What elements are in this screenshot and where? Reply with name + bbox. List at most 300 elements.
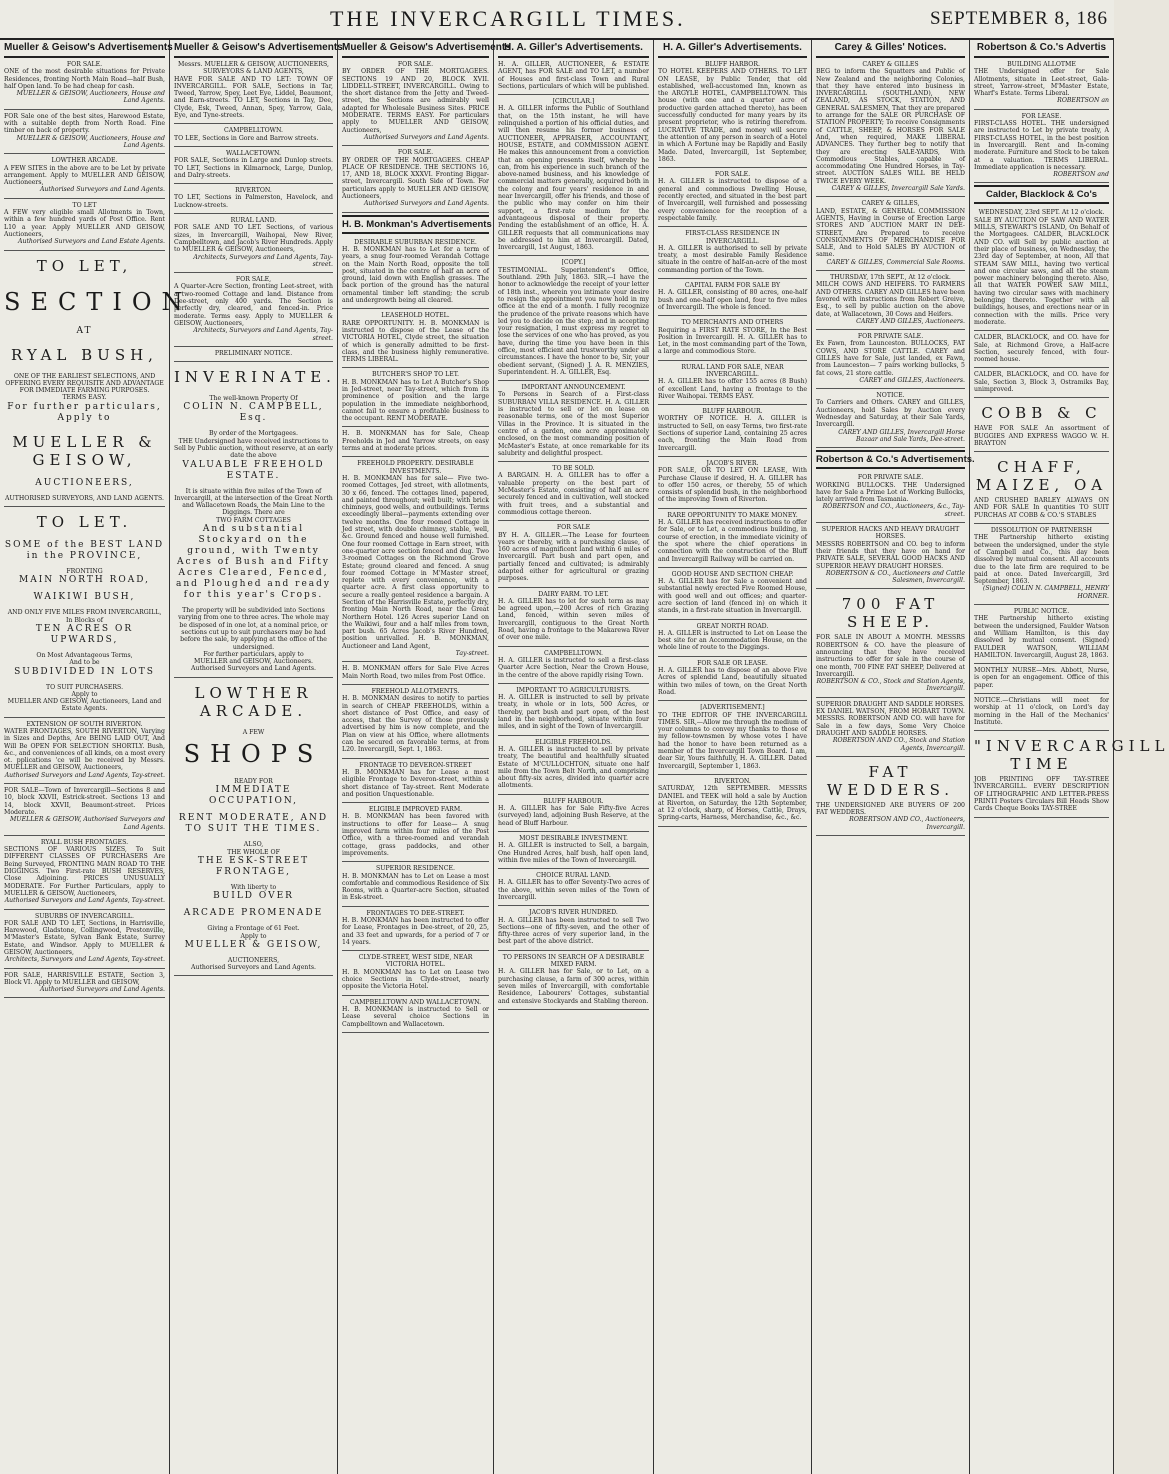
feature-line: SUBDIVIDED IN LOTS [14, 666, 155, 677]
feature-line: READY FOR [234, 778, 273, 786]
feature-line: AT [76, 325, 93, 336]
advertisement [4, 836, 165, 910]
advertisement [658, 457, 807, 509]
ad-body: H. A. GILLER has received instructions to offer for Sale, or to Let, a commodious building, in course of erection, in the immediate vicinity of the spot where the chief operations in connection with the construction of the Bluff and Invercargill Railway will be carried on. [658, 519, 807, 563]
feature-line: In Blocks of [65, 616, 104, 624]
ad-body: MILCH COWS AND HEIFERS. TO FARMERS AND OTHERS. CAREY AND GILLES have been favored with instructions from Robert Greive, Esq., to sell by public auction on the above date, at Wallacetown, 30 Cows and Heifers. [816, 281, 965, 318]
ad-body: THE UNDERSIGNED ARE BUYERS OF 200 FAT WEDDERS. [816, 801, 965, 817]
feature-line: AUTHORISED SURVEYORS, AND LAND AGENTS. [5, 494, 164, 502]
ad-title: TO BE SOLD. [552, 465, 595, 473]
advertisement [4, 110, 165, 154]
ad-body: H. A. GILLER has for Sale, or to Let, on a purchasing clause, a farm of 300 acres, within seven miles of Invercargill, with comfortable Residence, Labourers' Cottages, substantial and extensive Stockyards and Stabling thereon. [498, 968, 649, 1005]
feature-advertisement [174, 678, 333, 977]
advertisement [974, 331, 1109, 368]
advertisement [174, 184, 333, 214]
ad-title: CAREY & GILLES, [861, 200, 920, 208]
ad-body: H. B. MONKMAN has been instructed to offer for Lease, Frontages in Dee-street, of 20, 25, and 33 feet and upwards, for a period of 7 or 14 years. [342, 916, 489, 946]
ad-body: TO THE EDITOR OF THE INVERCARGILL TIMES. SIR,—Allow me through the medium of your columns to convey my thanks to those of my fellow-townsmen by whose votes I have had the honor to have been returned as a member of the Invercargill Town Board. I am, dear Sir, Yours faithfully, H. A. GILLER. Dated Invercargill, September 1, 1863. [658, 711, 807, 770]
ad-title: [CIRCULAR.] [552, 98, 595, 106]
feature-line: AUCTIONEERS, [35, 477, 134, 488]
advertisement [342, 951, 489, 995]
ad-body: EX DANIEL WATSON, FROM HOBART TOWN. MESSRS. ROBERTSON AND CO. will have for Sale in a few days, Some Very Choice DRAUGHT AND SADDLE HORSES. [816, 708, 965, 737]
advertisement [498, 58, 649, 95]
advertisement [498, 684, 649, 736]
ad-signature: Authorised Surveyors and Land Agents. [363, 200, 489, 208]
advertisement [342, 309, 489, 368]
advertisement [974, 694, 1109, 731]
ad-title: [COPY.] [561, 259, 586, 267]
ad-body: FOR SALE IN ABOUT A MONTH. MESSRS ROBERTSON & CO. have the pleasure of announcing that they have received instructions to offer for sale in the course of one month, 700 FINE FAT SHEEP, Delivered at Invercargill. [816, 634, 965, 678]
ad-body: H. A. GILLER is instructed to sell a first-class Quarter Acre Section, Near the Crown House, in the centre of the above rapidly rising Town. [498, 656, 649, 679]
ad-title: JACOB'S RIVER. [706, 459, 759, 467]
ad-body: H. A. GILLER is instructed to dispose of a general and commodious Dwelling House, recently erected, and situated in the best part of Invercargill, well furnished and possessing every convenience for the reception of a respectable family. [658, 178, 807, 222]
feature-line: SHOPS [183, 740, 324, 769]
ad-signature: ROBERTSON and CO., Auctioneers, &c., Tay-street. [822, 503, 965, 518]
advertisement [658, 509, 807, 568]
feature-line: And to be [69, 659, 100, 667]
advertisement [342, 427, 489, 457]
advertisement [342, 803, 489, 862]
feature-advertisement [4, 251, 193, 507]
ad-signature: ROBERTSON & CO., Stock and Station Agents, Invercargill. [816, 678, 965, 693]
ad-signature: Authorised Surveyors and Land Agents, Tay-street. [4, 897, 165, 905]
ad-signature: ROBERTSON an [1057, 97, 1109, 105]
advertisement [498, 256, 649, 381]
ad-title: FOR SALE. [397, 149, 434, 157]
ad-body: BY ORDER OF THE MORTGAGEES. SECTIONS 19 AND 20, BLOCK XVII. LIDDELL-STREET, INVERCARGILL. Owing to the short distance from the Jetty and Tweed-street, the Sections are admirably well adapted for Wholesale Business Sites. PRICE MODERATE. TERMS EASY. For particulars apply to MUELLER AND GEISOW, Auctioneers, [342, 68, 489, 134]
ad-body: Requiring a FIRST RATE STORE, In the Best Position in Invercargill. H. A. GILLER has to Let, in the most commanding part of the Town, a large and commodious Store. [658, 326, 807, 356]
ad-signature: Tay-street. [455, 650, 489, 658]
advertisement [4, 910, 165, 969]
ad-body: H. A. GILLER is instructed to Let on Lease the best site for an Accommodation House, on the whole line of route to the Diggings. [658, 629, 807, 652]
feature-line: FRONTING [66, 568, 103, 576]
ad-title: FOR LEASE. [1021, 112, 1062, 120]
feature-line: THE Undersigned have received instructions to Sell by Public auction, without reserve, at an early date the above [174, 437, 333, 460]
feature-line: THE WHOLE OF [227, 848, 280, 856]
advertisement [498, 381, 649, 462]
column-4 [494, 40, 654, 1474]
ad-title: SUPERIOR RESIDENCE. [376, 865, 455, 873]
ad-body: H. A. GILLER has for Sale a convenient and substantial newly erected Five Roomed House, with good well and out offices; and quarter-acre section of land (fenced in) on which it stands, in a first-rate situation in Invercargill. [658, 578, 807, 615]
advertisement [342, 685, 489, 759]
spacer [4, 278, 165, 284]
advertisement [498, 588, 649, 647]
ad-body: H. A. GILLER has been instructed to sell Two Sections—one of fifty-seven, and the other of fifty-three acres of very superior land, in the best part of the above district. [498, 916, 649, 946]
ad-title: CLYDE-STREET, WEST SIDE, NEAR VICTORIA HOTEL. [358, 954, 473, 969]
feature-line: It is situate within five miles of the Town of Invercargill, at the intersection of the Great North and Wallacetown Roads, the Main Line to the Diggings. There are [174, 487, 333, 517]
ad-body: H. A. GILLER informs the Public of Southland that, on the 15th instant, he will have relinquished a portion of his official duties, and will then resume his former business of AUCTIONEER, APPRAISER, ACCOUNTANT, HOUSE, ESTATE, and COMMISSION AGENT. He makes this announcement from a conviction that an opening presents itself, whereby he can, from his experience in such branch of the above-named business, and his knowledge of commercial matters generally, acquired both in the colony and four years' residence in and near Invercargill, offer his friends, and those of the public who may confer on him their support, a first-rate medium for the advantageous disposal of their property. Pending the establishment of an office, H. A. GILLER requests that all communications may be addressed to him at Invercargill. Dated, Invercargill, 1st August, 1863. [498, 105, 649, 252]
ad-body: SALE BY AUCTION OF SAW AND WATER MILLS, STEWART'S ISLAND, On Behalf of the Mortgagees. CALDER, BLACKLOCK AND CO. will Sell by public auction at their place of business, on Wednesday, the 23rd day of September, at noon, All that STEAM SAW MILL, having two vertical and one circular saws, and all the steam power machinery belonging thereto. Also, all that WATER POWER SAW MILL, having two circular saws with machinery belonging thereto. Together with all buildings, houses, and erections near or in connection with the mills. Price very moderate. [974, 216, 1109, 326]
ad-title: TO MERCHANTS AND OTHERS [681, 319, 784, 327]
ad-title: TO LET [72, 201, 97, 209]
ad-title: GREAT NORTH ROAD. [696, 622, 769, 630]
feature-line: TO SUIT PURCHASERS. [45, 683, 124, 691]
ad-title: BUTCHER'S SHOP TO LET. [372, 371, 459, 379]
feature-line: For further particulars, Apply to [7, 401, 162, 423]
ad-title: FREEHOLD PROPERTY. DESIRABLE INVESTMENTS. [357, 460, 474, 475]
feature-line: The property will be subdivided into Sections varying from one to three acres. The whole may be disposed of in one lot, at a nominal price, or sections cut up to suit purchasers may be had before the sale, by applying at the office of the undersigned. [178, 607, 329, 651]
ad-title: GOOD HOUSE AND SECTION CHEAP. [671, 570, 794, 578]
ad-body: H. B. MONKMAN has to Let on Lease a most comfortable and commodious Residence of Six Rooms, with a Quarter-acre Section, situated in Esk-street. [342, 872, 489, 902]
ad-signature: CAREY & GILLES, Commercial Sale Rooms. [826, 258, 965, 266]
ad-body: WORTHY OF NOTICE. H. A. GILLER is instructed to Sell, on easy Terms, two first-rate Sections of superior Land, containing 25 acres each, fronting the Main Road from Invercargill. [658, 415, 807, 452]
feature-line: Apply to [71, 690, 98, 698]
ad-body: FOR SALE, HARRISVILLE ESTATE, Section 3, Block VI. Apply to MUELLER and GEISOW, [4, 971, 165, 986]
ad-title: FOR PRIVATE SALE. [857, 333, 924, 341]
feature-line: MUELLER & GEISOW, [184, 939, 323, 950]
feature-line: ALSO, [243, 841, 264, 849]
feature-line: IMMEDIATE OCCUPATION, [208, 785, 299, 807]
advertisement [498, 869, 649, 906]
advertisement [174, 273, 333, 347]
ad-body: NOTICE.—Christians will meet for worship at 11 o'clock, on Lord's day morning in the Hall of the Mechanics' Institute. [974, 697, 1109, 726]
column-heading: Mueller & Geisow's Advertisements [174, 40, 333, 58]
advertisement [342, 907, 489, 951]
column-heading: Mueller & Geisow's Advertisements [4, 40, 165, 58]
ad-body: FIRST-CLASS HOTEL. THE undersigned are instructed to Let by private treaty, A FIRST-CLASS HOTEL, in the best position in Invercargill. Rent and In-coming moderate. Furniture and Stock to be taken at a valuation. TERMS LIBERAL. Immediate application is necessary. [974, 120, 1109, 171]
advertisement [174, 214, 333, 273]
feature-line: VALUABLE FREEHOLD ESTATE. [182, 459, 325, 481]
column-area [0, 40, 1169, 1474]
advertisement [342, 457, 489, 662]
feature-line: MAIN NORTH ROAD, [19, 575, 150, 586]
ad-body: FOR SALE, OR TO LET ON LEASE, With Purchase Clause if desired, H. A. GILLER has to offer 150 acres, or thereby, 55 of which consists of splendid bush, in the neighborhood of the improving Town of Riverton. [658, 467, 807, 504]
ad-body: H. B. MONKMAN desires to notify to parties in search of CHEAP FREEHOLDS, within a short distance of Post Office, and easy of access, that the Survey of those previously advertised by him is now complete, and the Plan on view at his Office, where allotments can be secured on favorable terms, at from L20. Invercargill, Sept. 1, 1863. [342, 695, 489, 754]
ad-body: THE Partnership hitherto existing between the undersigned, Faulder Watson and William Hamilton, is this day dissolved by mutual consent. (Signed) FAULDER WATSON, WILLIAM HAMILTON. Invercargill, August 28, 1863. [974, 615, 1109, 659]
feature-line: And substantial Stockyard on the ground, with Twenty Acres of Bush and Fifty Acres Cleared, Fenced, and Ploughed and ready for this year's Crops. [175, 524, 332, 601]
ad-title: DAIRY FARM. TO LET. [538, 590, 609, 598]
advertisement [974, 206, 1109, 331]
ad-signature: CAREY and GILLES, Auctioneers. [859, 376, 965, 384]
ad-signature: Authorised Surveyors and Land Agents, Tay-street. [4, 771, 165, 779]
advertisement [498, 736, 649, 795]
feature-advertisement [4, 507, 165, 718]
feature-line: For further particulars, apply to [203, 650, 304, 658]
feature-line: With liberty to [230, 883, 277, 891]
feature-line: Authorised Surveyors and Land Agents. [190, 964, 317, 972]
ad-body: FOR SALE—Town of Invercargill—Sections 8 and 10, block XXVII, Estrick-street. Sections 13 and 14, block XXVII, Beaumont-street. Prices Moderate. [4, 787, 165, 816]
ad-body: H. B. MONKMAN has to Let for a term of years, a snug four-roomed Verandah Cottage on the Main North Road, opposite the toll post, situated in the centre of half an acre of ground, laid down with English grasses. The back portion of the ground has the natural ornamental timber left standing; the scrub and undergrowth being all cleared. [342, 245, 489, 305]
ad-title: DISSOLUTION OF PARTNERSH [990, 527, 1093, 535]
advertisement [974, 452, 1109, 524]
ad-body: JOB PRINTING OFF TAY-STREE INVERCARGILL. EVERY DESCRIPTION OF LITHOGRAPHIC AND LETTER-PRESS PRINTI Posters Circulars Bill Heads Show Cards Cheque Books TAY-STREE [974, 776, 1109, 813]
advertisement [816, 523, 965, 589]
feature-line: AND ONLY FIVE MILES FROM INVERCARGILL, [7, 609, 162, 617]
ad-body: A FEW SITES in the above are to be Let by private arrangement. Apply to MUELLER AND GEISOW, Auctioneers, [4, 164, 165, 187]
ad-body: MONTHLY NURSE—Mrs. Abbott, Nurse, is open for an engagement. Office of this paper. [974, 667, 1109, 689]
ad-title: RURAL LAND FOR SALE, NEAR INVERCARGILL. [681, 363, 784, 378]
feature-line: On Most Advantageous Terms, [36, 651, 133, 659]
advertisement [658, 775, 807, 827]
feature-line: LOWTHER ARCADE. [194, 683, 313, 720]
column-heading: H. A. Giller's Advertisements. [658, 40, 807, 58]
ad-body: Ex Fawn, from Launceston. BULLOCKS, FAT COWS, AND STORE CATTLE. CAREY and GILLES have for Sale, just landed, ex Fawn, from Launceston— 7 pairs working bullocks, 5 fat cows, 21 store cattle. [816, 340, 965, 377]
advertisement [4, 58, 165, 110]
advertisement [174, 58, 333, 124]
ad-title: WALLACETOWN. [225, 149, 281, 157]
feature-line: BUILD OVER [213, 891, 294, 902]
ad-title: CHOICE RURAL LAND. [536, 872, 611, 880]
advertisement [974, 731, 1169, 817]
section-heading: Calder, Blacklock & Co's [974, 185, 1109, 204]
ad-title: THURSDAY, 17th SEPT., At 12 o'clock. [830, 274, 951, 282]
feature-line: TERMS EASY. [62, 394, 107, 402]
ad-body: H. A. GILLER has to dispose of an above Five Acres of splendid Land, beautifully situated within two miles of town, on the Great North Road. [658, 667, 807, 696]
ad-title: MOST DESIRABLE INVESTMENT. [519, 834, 628, 842]
ad-body: TESTIMONIAL. Superintendent's Office, Southland. 29th July, 1863. SIR,—I have the honor to acknowledge the receipt of your letter of 18th inst., wherein you intimate your desire to resign the appointment you now hold in my office at the end of a month. I fully recognize the prudence of the private reasons which have led you to decide on the step; and in accepting your resignation, I must express my regret to lose the services of one who has proved, as you have, during the time you have been in this office, most efficient and trustworthy under all circumstances. I have the honor to be, Sir, your obedient servant, (Signed) J. A. R. MENZIES, Superintendent. H. A. GILLER, Esq. [498, 266, 649, 376]
feature-line: THE ESK-STREET FRONTAGE, [197, 855, 310, 877]
column-1 [0, 40, 193, 1474]
advertisement [974, 368, 1109, 398]
advertisement [342, 996, 489, 1033]
feature-line: RYAL BUSH, [11, 345, 158, 364]
advertisement [658, 279, 807, 316]
ad-body: THE Partnership hitherto existing between the undersigned, under the style of Campbell and Co., this day been dissolved by mutual consent. All accounts due to the late firm are required to be paid at once. Dated Invercargill, 3rd September, 1863. [974, 534, 1109, 586]
advertisement [658, 227, 807, 279]
ad-title: LOWTHER ARCADE. [51, 157, 118, 165]
feature-line: MUELLER AND GEISOW, Auctioneers, Land and Estate Agents. [7, 698, 162, 713]
ad-signature: Architects, Surveyors and Land Agents, Tay-street. [4, 956, 165, 964]
ad-title: CAPITAL FARM FOR SALE BY [684, 282, 781, 290]
ad-signature: Architects, Surveyors and Land Agents, Tay-street. [193, 327, 333, 342]
advertisement [174, 147, 333, 184]
ad-body: H. A. GILLER has to let for such term as may be agreed upon,—200 Acres of rich Grazing Land, fenced, within seven miles of Invercargill, contiguous to the Great North Road, having a frontage to the Makarewa River of over one mile. [498, 597, 649, 642]
ad-title: FOR SALE OR LEASE. [697, 659, 768, 667]
advertisement [342, 58, 489, 146]
ad-title: CAREY & GILLES [862, 61, 919, 68]
feature-line: Apply to [240, 932, 267, 940]
ad-body: To Carriers and Others. CAREY and GILLES, Auctioneers, hold Sales by Auction every Wednesday and Saturday, at their Sale Yards, Invercargill. [816, 399, 965, 429]
feature-line: ARCADE PROMENADE [183, 908, 324, 919]
ad-signature: Authorised Surveyors and Land Estate Agents. [17, 238, 165, 246]
advertisement [816, 471, 965, 523]
ad-title: BLUFF HARBOR. [705, 61, 760, 68]
ad-title: [ADVERTISEMENT.] [700, 704, 765, 712]
ad-body: FOR SALE AND TO LET, Sections, in Harrisville, Harewood, Gladstone, Collingwood, Prestonville, M'Master's Estate, Sylvan Bank Estate, Surrey Estate, and Windsor. Apply to MUELLER & GEISOW, Auctioneers, [4, 919, 165, 956]
advertisement [174, 124, 333, 147]
feature-line: TEN ACRES OR UPWARDS, [35, 623, 134, 645]
column-3 [338, 40, 511, 1474]
advertisement [816, 589, 965, 697]
column-heading: Mueller & Geisow's Advertisements [342, 40, 489, 58]
ad-signature: CAREY AND GILLES, Invercargill Horse Bazaar and Sale Yards, Dee-street. [838, 428, 965, 443]
section-heading: Robertson & Co.'s Advertisements. [816, 450, 965, 469]
ad-signature: MUELLER & GEISOW, Authorised Surveyors and Land Agents. [10, 816, 165, 831]
ad-body: H. A. GILLER, AUCTIONEER, & ESTATE AGENT, has FOR SALE and TO LET, a number of Houses and first-class Town and Rural Sections, particulars of which will be published. [498, 61, 650, 90]
advertisement [342, 236, 489, 310]
feature-line: COLIN N. CAMPBELL, Esq. [183, 402, 324, 424]
ad-body: HAVE FOR SALE AND TO LET: TOWN OF INVERCARGILL. FOR SALE, Sections in Tar, Tweed, Yarrow, Spey, Leet Eye, Liddel, Beaumont, and Earn-streets. TO LET, Sections in Tay, Dee, Clyde, Esk, Tweed, Annan, Spey, Yarrow, Gala, Eye, and Tyne-streets. [174, 75, 333, 120]
ad-title: RIVERTON. [235, 187, 272, 195]
ad-title: CHAFF, MAIZE, OA [975, 458, 1108, 495]
advertisement [658, 361, 807, 405]
ad-title: FOR SALE. [397, 61, 434, 68]
ad-title: ELIGIBLE FREEHOLDS. [534, 738, 613, 746]
ad-signature: ROBERTSON and [1053, 171, 1109, 179]
advertisement [974, 605, 1109, 664]
advertisement [658, 701, 807, 775]
advertisement [498, 521, 649, 587]
ad-body: H. B. MONKMAN has to Let A Butcher's Shop in Jed-street, near Tay-street, which from its prominence of position and the large population in the immediate neighborhood, cannot fail to ensure a profitable business to the occupant. RENT MODERATE. [342, 378, 489, 423]
ad-body: H. B. MONKMAN has for sale— Five two-roomed Cottages, Jed street, with allotments, 30 x 66, fenced. The cottages lined, papered, and painted throughout; well built; with brick chimneys, good wells, and outbuildings. Terms exceedingly liberal—payments extending over twelve months. One four roomed Cottage in Jed street, with double chimney, stable, well, &c. Ground fenced and house well furnished. One four roomed Cottage in Earn street, with one-quarter acre section fenced and dug. Two 3-roomed Cottages on the Richmond Grove Estate; ground cleared and fenced. A snug four roomed Cottage in M'Master street, replete with every convenience, with a quarter acre. A first class opportunity to secure a really genteel residence a bargain. A Section of the Harrisville Estate, perfectly dry, fronting Main North Road, near the Great Northern Hotel. 126 Acres superior Land on the Waikiwi, four and a half miles from town, part bush. 65 Acres Jacob's River Hundred, position unrivalled. H. B. MONKMAN, Auctioneer and Land Agent, [342, 474, 489, 650]
ad-title: SUPERIOR DRAUGHT AND SADDLE HORSES. [816, 700, 965, 708]
ad-title: Messrs. MUELLER & GEISOW, AUCTIONEERS, SURVEYORS & LAND AGENTS, [178, 61, 329, 76]
advertisement [498, 795, 649, 832]
ad-title: BLUFF HARBOUR. [543, 797, 604, 805]
ad-title: FIRST-CLASS RESIDENCE IN INVERCARGILL. [685, 230, 780, 245]
advertisement [498, 951, 649, 1010]
feature-line: SOME of the BEST LAND in the PROVINCE, [4, 540, 165, 562]
advertisement [342, 862, 489, 906]
ad-title: 700 FAT SHEEP. [841, 595, 940, 632]
ad-body: H. A. GILLER, consisting of 80 acres, one-half bush and one-half open land, four to five miles of Invercargill. The whole is fenced. [658, 289, 807, 311]
ad-body: H. A. GILLER is instructed to sell by private treaty, The beautiful and healthfully situated Estate of M'CULLOCHTON, situate one half mile from the Town Belt North, and comprising about fifty-six acres, divided into quarter acre allotments. [498, 745, 649, 790]
ad-body: H. A. GILLER is instructed to sell by private treaty, in whole or in lots, 500 Acres, or thereby, part bush and part open, of the best land in the neighborhood, situate within four miles, and in sight of the Town of Invercargill. [498, 694, 649, 731]
ad-title: COBB & C [981, 404, 1102, 423]
advertisement [498, 95, 649, 256]
advertisement [816, 271, 965, 330]
ad-signature: Authorised Surveyors and Land Agents. [363, 133, 489, 141]
ad-body: TO LET, Sections in Palmerston, Havelock, and Lucknow-streets. [174, 194, 333, 209]
ad-title: FRONTAGES TO DEE-STREET. [366, 909, 465, 917]
advertisement [658, 405, 807, 457]
feature-line: The well-known Property Of [209, 395, 298, 403]
ad-signature: MUELLER & GEISOW, Auctioneers, House and Land Agents. [16, 134, 165, 149]
ad-title: PRELIMINARY NOTICE. [214, 349, 293, 357]
spacer [4, 337, 165, 343]
section-heading: H. B. Monkman's Advertisements [342, 215, 489, 234]
ad-title: FREEHOLD ALLOTMENTS. [371, 687, 460, 695]
ad-body: H. B. MONKMAN has for Lease a most eligible Frontage to Deveron-street, within a short distance of Tay-street. Rent Moderate and position Unquestionable. [342, 768, 489, 798]
ad-signature: MUELLER & GEISOW, Auctioneers, House and Land Agents. [16, 90, 165, 105]
ad-title: CAMPBELLTOWN AND WALLACETOWN. [349, 998, 482, 1006]
ad-body: TO LEE, Sections in Gore and Barrow streets. [174, 134, 319, 142]
column-2 [170, 40, 343, 1474]
feature-line: By order of the Mortgagees. [209, 430, 298, 438]
ad-title: IMPORTANT TO AGRICULTURISTS. [516, 686, 631, 694]
ad-title: FAT WEDDERS. [826, 762, 955, 799]
ad-title: FOR SALE [556, 524, 591, 532]
ad-title: RARE OPPORTUNITY TO MAKE MONEY. [667, 511, 798, 519]
ad-body: CALDER, BLACKLOCK, and CO. have for Sale, Section 3, Block 3, Ostramiks Bay, unimproved. [974, 371, 1109, 393]
ad-body: FOR SALE, Sections in Large and Dunlop streets. TO LET, Sections in Kilmarnock, Large, Dunlop, and Dalry-streets. [174, 157, 333, 179]
ad-title: PUBLIC NOTICE. [1013, 608, 1070, 616]
advertisement [816, 197, 965, 271]
ad-body: LAND, ESTATE, & GENERAL COMMISSION AGENTS, Having in Course of Erection Large STORES AND AUCTION MART IN DEE-STREET, Are Prepared to receive CONSIGNMENTS OF MERCHANDISE FOR SALE, And to Hold SALES BY AUCTION of same. [816, 207, 965, 259]
ad-title: FRONTAGE TO DEVERON-STREET [359, 761, 472, 769]
ad-body: H. B. MONKMAN has for Sale, Cheap Freeholds in Jed and Yarrow streets, on easy terms and at moderate prices. [342, 430, 489, 453]
ad-body: BY ORDER OF THE MORTGAGEES. CHEAP PLACE OF RESIDENCE. THE SECTIONS 16, 17, AND 18, BLOCK XXXVI. Fronting Biggar-street, Invercargill. South Side of Town. For particulars apply to MUELLER AND GEISOW, Auctioneers, [342, 156, 489, 201]
ad-body: FOR Sale one of the best sites, Harewood Estate, with a suitable depth from North Road. Fine timber on back of property. [4, 112, 165, 135]
ad-body: CALDER, BLACKLOCK, and CO. have for Sale, at Richmond Grove, a Half-acre Section, securely fenced, with four-roomed house. [974, 334, 1109, 364]
feature-line: MUELLER and GEISOW, Auctioneers. [194, 658, 313, 666]
ad-title: ELIGIBLE IMPROVED FARM. [368, 806, 463, 814]
ad-signature: Architects, Surveyors and Land Agents, Tay-street. [193, 253, 333, 268]
ad-body: A Quarter-Acre Section, fronting Leet-street, with a two-roomed Cottage and land. Distance from Dee-street, only 400 yards. The Section is perfectly dry, cleared, and fenced-in. Price moderate. Terms easy. Apply to MUELLER & GEISOW, Auctioneers, [174, 283, 333, 327]
advertisement [974, 398, 1109, 452]
feature-advertisement [174, 362, 336, 678]
advertisement [658, 568, 807, 620]
ad-signature: (Signed) COLIN N. CAMPBELL, HENRY HORNER. [982, 585, 1109, 600]
advertisement [658, 620, 807, 657]
ad-title: NOTICE. [876, 392, 905, 400]
advertisement [342, 662, 489, 685]
feature-line: AUCTIONEERS, [227, 956, 280, 964]
feature-line: TWO FARM COTTAGES [216, 516, 291, 524]
ad-title: "INVERCARGILL TIME [974, 737, 1169, 774]
ad-title: TO PERSONS IN SEARCH OF A DESIRABLE MIXED FARM. [502, 953, 645, 969]
advertisement [4, 154, 165, 198]
ad-title: FOR SALE. [66, 61, 103, 68]
ad-title: DESIRABLE SUBURBAN RESIDENCE. [354, 238, 477, 246]
advertisement [658, 316, 807, 360]
newspaper-title: THE INVERCARGILL TIMES. [330, 6, 686, 31]
ad-body: SECTIONS OF VARIOUS SIZES, To Suit DIFFERENT CLASSES OF PURCHASERS Are Being Surveyed, FRONTING MAIN ROAD TO THE DIGGINGS. Two First-rate BUSH RESERVES, Close Adjoining. PRICES UNUSUALLY MODERATE. For Further Particulars, apply to MUELLER & GEISOW, Auctioneers, [4, 846, 165, 897]
ad-title: WEDNESDAY, 23rd SEPT. At 12 o'clock. [978, 209, 1105, 217]
advertisement [4, 199, 165, 251]
issue-date: SEPTEMBER 8, 186 [929, 8, 1108, 29]
advertisement [816, 698, 965, 757]
ad-title: CAMPBELLTOWN. [223, 127, 284, 135]
ad-body: A FEW very eligible small Allotments in Town, within a few hundred yards of Post Office. Rent L10 a year. Apply MUELLER AND GEISOW, Auctioneers, [4, 209, 165, 238]
ad-signature: ROBERTSON AND CO., Auctioneers, Invercargill. [849, 816, 965, 831]
advertisement [498, 906, 649, 950]
column-heading: Robertson & Co.'s Advertis [974, 40, 1109, 58]
ad-body: H. A. GILLER has to offer 155 acres (8 Bush) of excellent Land, having a frontage to the River Waihopai. TERMS EASY. [658, 378, 807, 400]
ad-signature: ROBERTSON & CO., Auctioneers and Cattle Salesmen, Invercargill. [825, 569, 965, 585]
ad-title: BUILDING ALLOTME [1007, 61, 1076, 68]
feature-line: Authorised Surveyors and Land Agents. [190, 665, 317, 673]
feature-line: INVERINATE. [174, 368, 336, 387]
ad-body: H. B. MONKMAN has to Let on Lease two choice Sections in Clyde-street, nearly opposite the Victoria Hotel. [342, 968, 489, 991]
masthead [0, 0, 1114, 40]
ad-body: BEG to inform the Squatters and Public of New Zealand and the neighboring Colonies, that they have entered into business in INVERCARGILL (SOUTHLAND), NEW ZEALAND, AS STOCK, STATION, AND GENERAL SALESMEN, That they are prepared to arrange for the SALE OR PURCHASE OF STATION PROPERTY; To receive Consignments of CATTLE, SHEEP, & HORSES FOR SALE And, when required, MAKE LIBERAL ADVANCES. They further beg to notify that they are erecting SALE-YARDS, With Commodious Stables, capable of accommodating One Hundred Horses, in Tay-street. AUCTION SALES WILL BE HELD TWICE EVERY WEEK. [816, 68, 965, 185]
ad-body: H. A. GILLER is authorised to sell by private treaty, a most desirable Family Residence situate in the centre of half-an-acre of the most commanding portion of the Town. [658, 244, 807, 274]
ad-title: CAMPBELLTOWN. [543, 649, 604, 657]
ad-body: To Persons in Search of a First-class SUBURBAN VILLA RESIDENCE. H. A. GILLER is instructed to sell or let on lease on reasonable terms, one of the most Superior Villas in the Province. It is situated in the centre of a garden, one acre approximately enclosed, on the most commanding position of McMaster's Estate, at once remarkable for its salubrity and delightful prospect. [498, 391, 649, 457]
feature-line: Giving a Frontage of 61 Feet. [207, 925, 300, 933]
ad-body: H. A. GILLER has to offer Seventy-Two acres of the above, within seven miles of the Town of Invercargill. [498, 879, 649, 901]
advertisement [342, 759, 489, 803]
advertisement [174, 347, 333, 362]
ad-body: H. B. MONKMAN is instructed to Sell or Lease several choice Sections in Campbelltown and Wallacetown. [342, 1005, 489, 1028]
feature-line: MUELLER & GEISOW, [12, 432, 157, 469]
ad-title: LEASEHOLD HOTEL. [381, 312, 450, 320]
ad-title: IMPORTANT ANNOUNCEMENT. [521, 384, 626, 392]
advertisement [974, 664, 1109, 694]
advertisement [816, 58, 965, 197]
advertisement [974, 524, 1109, 605]
column-5 [654, 40, 812, 1474]
ad-body: RARE OPPORTUNITY. H. B. MONKMAN is instructed to dispose of the Lease of the VICTORIA HOTEL, Clyde street, the situation of which is generally admitted to be first-class, and the business highly remunerative. TERMS LIBERAL. [342, 319, 489, 364]
column-6 [812, 40, 975, 1474]
ad-title: BLUFF HARBOUR. [702, 408, 763, 416]
column-heading: Carey & Gilles' Notices. [816, 40, 965, 58]
ad-signature: Authorised Surveyors and Land Agents. [39, 186, 165, 194]
ad-body: THE Undersigned offer for Sale Allotments, situate in Leet-street, Gala-street, Yarrow-street, M'Master Estate, Wharf's Estate. Terms Liberal. [974, 68, 1109, 98]
ad-signature: ROBERTSON AND CO., Stock and Station Agents, Invercargill. [832, 737, 965, 752]
feature-line: RENT MODERATE, AND TO SUIT THE TIMES. [178, 813, 329, 835]
ad-body: H. A. GILLER has for Sale Fifty-five Acres (surveyed) land, adjoining Bush Reserve, at the head of Bluff Harbour. [498, 805, 649, 827]
advertisement [816, 389, 965, 448]
ad-title: EXTENSION OF SOUTH RIVERTON. [26, 720, 143, 728]
ad-body: AND CRUSHED BARLEY ALWAYS ON AND FOR SALE In quantities TO SUIT PURCHAS AT COBB & CO.'S STABLES [974, 497, 1109, 519]
ad-body: BY H. A. GILLER.—The Lease for fourteen years or thereby, with a purchasing clause, of 160 acres of magnificent land within 6 miles of Invercargill. Part bush and part open, and partially fenced and cultivated; is admirably adapted either for agricultural or grazing purposes. [498, 531, 649, 583]
advertisement [658, 168, 807, 227]
ad-title: FOR SALE, [235, 276, 272, 284]
feature-line: TO LET. [36, 513, 133, 532]
ad-body: TO HOTEL KEEPERS AND OTHERS. TO LET ON LEASE, by Public Tender, that old established, well-accustomed Inn, known as the ARGYLE HOTEL, CAMPBELLTOWN. This house (with one and a quarter acre of productive garden attached thereto), has been successfully conducted for many years by its present proprietor, who is retiring therefrom. LUCRATIVE TRADE, and money will secure the attention of any person in search of a Hotel in which A Fortune may be Rapidly and Easily Made. Dated, Invercargill, 1st September, 1863. [658, 68, 807, 163]
